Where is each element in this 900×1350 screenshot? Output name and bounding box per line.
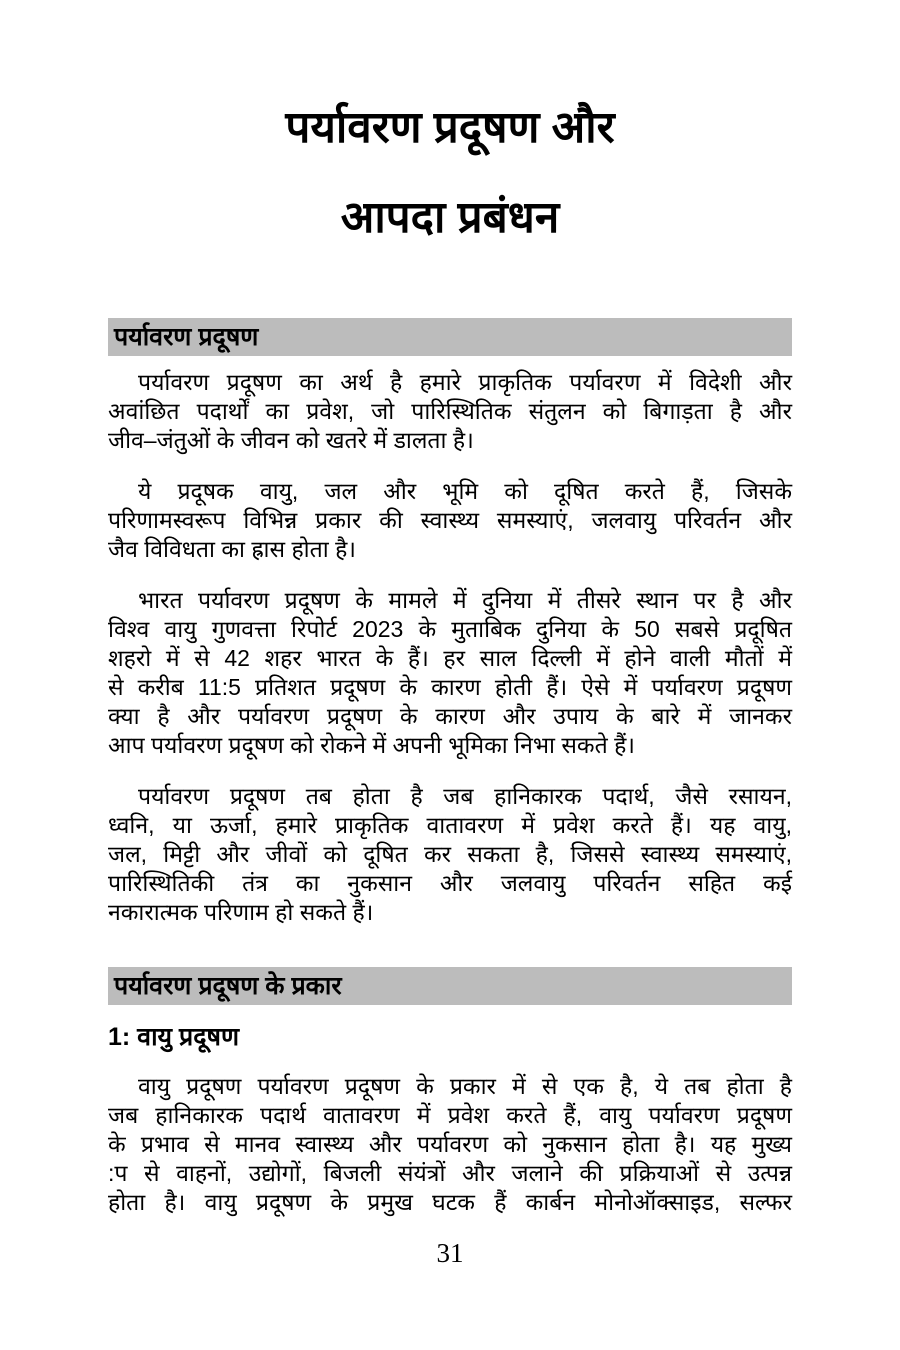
text-line: वायु प्रदूषण पर्यावरण प्रदूषण के प्रकार में से एक है, ये तब होता है: [138, 1073, 792, 1099]
text-line: से करीब 11:5 प्रतिशत प्रदूषण के कारण होती हैं। ऐसे में पर्यावरण प्रदूषण: [108, 674, 792, 700]
text-line: पर्यावरण प्रदूषण का अर्थ है हमारे प्राकृतिक पर्यावरण में विदेशी और: [138, 369, 792, 395]
text-line: पारिस्थितिकी तंत्र का नुकसान और जलवायु परिवर्तन सहित कई: [108, 870, 792, 896]
section-1-paragraphs: [108, 368, 792, 927]
text-line: के प्रभाव से मानव स्वास्थ्य और पर्यावरण को नुकसान होता है। यह मुख्य: [108, 1131, 793, 1157]
section-header-text: पर्यावरण प्रदूषण: [114, 323, 259, 351]
paragraph: [108, 782, 792, 927]
section-2-paragraphs: [108, 1072, 792, 1217]
chapter-title-line-1: पर्यावरण प्रदूषण और: [285, 103, 615, 152]
text-line: भारत पर्यावरण प्रदूषण के मामले में दुनिया में तीसरे स्थान पर है और: [138, 587, 792, 613]
text-line: परिणामस्वरूप विभिन्न प्रकार की स्वास्थ्य समस्याएं, जलवायु परिवर्तन और: [108, 507, 792, 533]
text-line: जैव विविधता का ह्रास होता है।: [108, 536, 357, 562]
page-number: 31: [436, 1238, 464, 1268]
text-line: जीव–जंतुओं के जीवन को खतरे में डालता है।: [108, 427, 474, 453]
section-header-bar-pollution-types: [108, 967, 792, 1005]
text-line: अवांछित पदार्थों का प्रवेश, जो पारिस्थितिक संतुलन को बिगाड़ता है और: [108, 398, 792, 424]
text-line: ये प्रदूषक वायु, जल और भूमि को दूषित करते हैं, जिसके: [138, 478, 792, 504]
text-line: जब हानिकारक पदार्थ वातावरण में प्रवेश करते हैं, वायु पर्यावरण प्रदूषण: [108, 1102, 792, 1128]
subsection-heading-air-pollution: 1: वायु प्रदूषण: [108, 1023, 240, 1051]
text-line: होता है। वायु प्रदूषण के प्रमुख घटक हैं कार्बन मोनोऑक्साइड, सल्फर: [108, 1189, 792, 1215]
text-line: विश्व वायु गुणवत्ता रिपोर्ट 2023 के मुताबिक दुनिया के 50 सबसे प्रदूषित: [108, 616, 792, 642]
text-line: ध्वनि, या ऊर्जा, हमारे प्राकृतिक वातावरण में प्रवेश करते हैं। यह वायु,: [108, 812, 792, 838]
text-line: :प से वाहनों, उद्योगों, बिजली संयंत्रों और जलाने की प्रक्रियाओं से उत्पन्न: [108, 1160, 792, 1186]
paragraph: [108, 1072, 792, 1217]
text-line: आप पर्यावरण प्रदूषण को रोकने में अपनी भूमिका निभा सकते हैं।: [108, 732, 636, 758]
text-line: शहरो में से 42 शहर भारत के हैं। हर साल दिल्ली में होने वाली मौतों में: [108, 645, 792, 671]
page-content: [108, 0, 792, 1217]
paragraph: [108, 368, 792, 455]
chapter-title: [108, 0, 792, 248]
text-line: क्या है और पर्यावरण प्रदूषण के कारण और उपाय के बारे में जानकर: [108, 703, 792, 729]
paragraph: [108, 477, 792, 564]
text-line: नकारात्मक परिणाम हो सकते हैं।: [108, 899, 374, 925]
section-header-bar-environment-pollution: [108, 318, 792, 356]
section-header-text: पर्यावरण प्रदूषण के प्रकार: [114, 972, 342, 1000]
text-line: जल, मिट्टी और जीवों को दूषित कर सकता है, जिससे स्वास्थ्य समस्याएं,: [108, 841, 792, 867]
chapter-title-line-2: आपदा प्रबंधन: [340, 193, 560, 242]
paragraph: [108, 586, 792, 760]
text-line: पर्यावरण प्रदूषण तब होता है जब हानिकारक पदार्थ, जैसे रसायन,: [138, 783, 792, 809]
